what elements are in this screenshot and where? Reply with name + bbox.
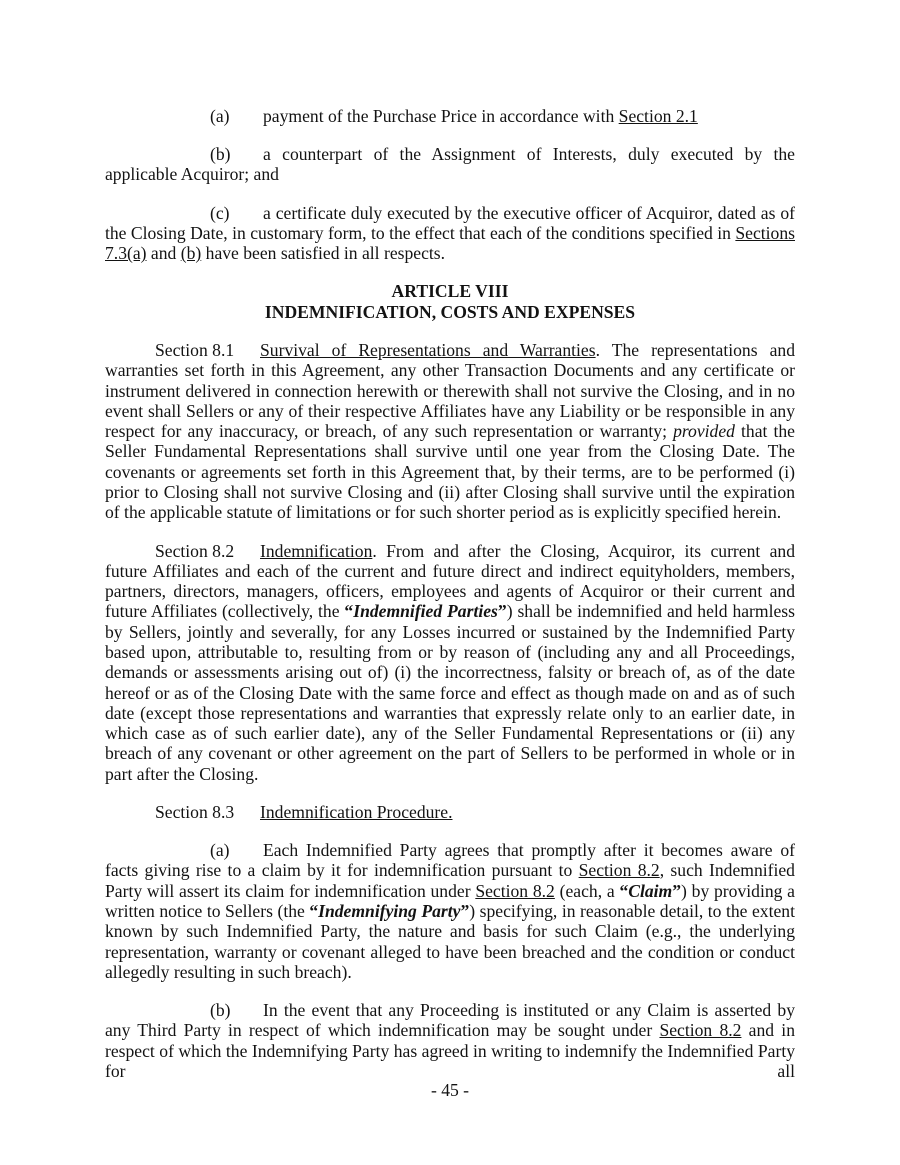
paragraph-label: (b) [210, 144, 231, 165]
underlined-reference: Section 2.1 [618, 106, 698, 126]
list-paragraph-b [105, 144, 795, 185]
text-run: “ [309, 901, 319, 922]
text-run: provided [673, 421, 735, 442]
paragraph-label: (b) [210, 1000, 231, 1021]
paragraph-label: (c) [210, 202, 230, 223]
text-run: a certificate duly executed by the executive officer of Acquiror, dated as of the Closing Date, in customary form, to the effect that each of the conditions specified in [105, 202, 795, 243]
section-paragraph-section-8-1 [105, 340, 795, 523]
text-run: and [146, 243, 181, 264]
text-run: have been satisfied in all respects. [201, 243, 446, 264]
text-run: ” [460, 901, 470, 922]
paragraph-label: Section 8.2 [155, 540, 235, 561]
text-run: ) specifying, in reasonable detail, to the extent known by such Indemnified Party, the nature and basis for such Claim (e.g., the underlying representation, warranty or covenant alleged to have been breached and the condition or conduct allegedly resulting in such breach). [105, 901, 795, 982]
text-run: . From and after the Closing, Acquiror, its current and future Affiliates and each of the current and future direct and indirect equityholders, members, partners, directors, managers, officers, employees and agents of Acquiror or their current and future Affiliates (collectively, the [105, 540, 795, 622]
paragraph-label: Section 8.3 [155, 801, 235, 822]
paragraph-label: (a) [210, 106, 230, 126]
document-body [105, 106, 795, 1099]
text-run: that the Seller Fundamental Representations shall survive until one year from the Closing Date. The covenants or agreements set forth in this Agreement that, by their terms, are to be performed (i) prior to Closing shall not survive Closing and (ii) after Closing shall survive until the expiration of the applicable statute of limitations or for such shorter period as is explicitly specified herein. [105, 421, 795, 523]
underlined-reference: (b) [180, 243, 202, 264]
text-run: ) by providing a written notice to Sellers (the [105, 880, 795, 922]
text-run: (each, a [554, 880, 620, 901]
text-run: and in respect of which the Indemnifying Party has agreed in writing to indemnify the Indemnified Party for all [105, 1020, 795, 1081]
list-paragraph-c [105, 203, 795, 264]
text-run: Each Indemnified Party agrees that promptly after it becomes aware of facts giving rise to a claim by it for indemnification pursuant to [105, 840, 795, 881]
defined-term: Indemnifying Party [318, 901, 461, 922]
list-paragraph-a [105, 840, 795, 982]
underlined-reference: Sections 7.3(a) [105, 222, 795, 264]
text-run: ” [497, 601, 507, 622]
article-heading-line: ARTICLE VIII [391, 281, 509, 302]
list-paragraph-a [105, 106, 795, 126]
page-footer [0, 1080, 900, 1100]
paragraph-label: Section 8.1 [155, 339, 235, 360]
underlined-reference: Section 8.2 [659, 1020, 742, 1041]
text-run: payment of the Purchase Price in accordance with [263, 106, 619, 126]
paragraph-label: (a) [210, 840, 230, 861]
section-paragraph-section-8-3 [105, 802, 795, 822]
underlined-reference: Survival of Representations and Warranties [260, 339, 596, 360]
text-run: ” [672, 880, 682, 901]
text-run: In the event that any Proceeding is instituted or any Claim is asserted by any Third Party in respect of which indemnification may be sought under [105, 1000, 795, 1041]
text-run: , such Indemnified Party will assert its claim for indemnification under [105, 860, 795, 901]
section-paragraph-section-8-2 [105, 541, 795, 785]
text-run: . The representations and warranties set forth in this Agreement, any other Transaction Documents and any certificate or instrument delivered in connection herewith or therewith shall not survive the Closing, and in no event shall Sellers or any of their respective Affiliates have any Liability or be responsible in any respect for any inaccuracy, or breach, of any such representation or warranty; [105, 339, 795, 442]
underlined-reference: Indemnification Procedure. [260, 801, 453, 822]
defined-term: Claim [628, 880, 673, 901]
text-run: ) shall be indemnified and held harmless by Sellers, jointly and severally, for any Losses incurred or sustained by the Indemnified Party based upon, attributable to, resulting from or by reason of (including any and all Proceedings, demands or assessments arising out of) (i) the incorrectness, falsity or breach of, as of the date hereof or as of the Closing Date with the same force and effect as though made on and as of such date (except those representations and warranties that expressly relate only to an earlier date, in which case as of such earlier date), any of the Seller Fundamental Representations or (ii) any breach of any covenant or other agreement on the part of Sellers to be performed in whole or in part after the Closing. [105, 601, 795, 784]
article-heading [105, 281, 795, 322]
underlined-reference: Indemnification [260, 540, 373, 561]
article-heading-line: INDEMNIFICATION, COSTS AND EXPENSES [264, 301, 636, 322]
underlined-reference: Section 8.2 [475, 880, 555, 901]
underlined-reference: Section 8.2 [578, 860, 660, 881]
text-run: a counterpart of the Assignment of Interests, duly executed by the applicable Acquiror; and [105, 144, 795, 185]
defined-term: Indemnified Parties [353, 601, 498, 622]
text-run: “ [619, 880, 629, 901]
list-paragraph-b [105, 1000, 795, 1081]
text-run: “ [344, 601, 354, 622]
page-number: - 45 - [430, 1080, 470, 1100]
